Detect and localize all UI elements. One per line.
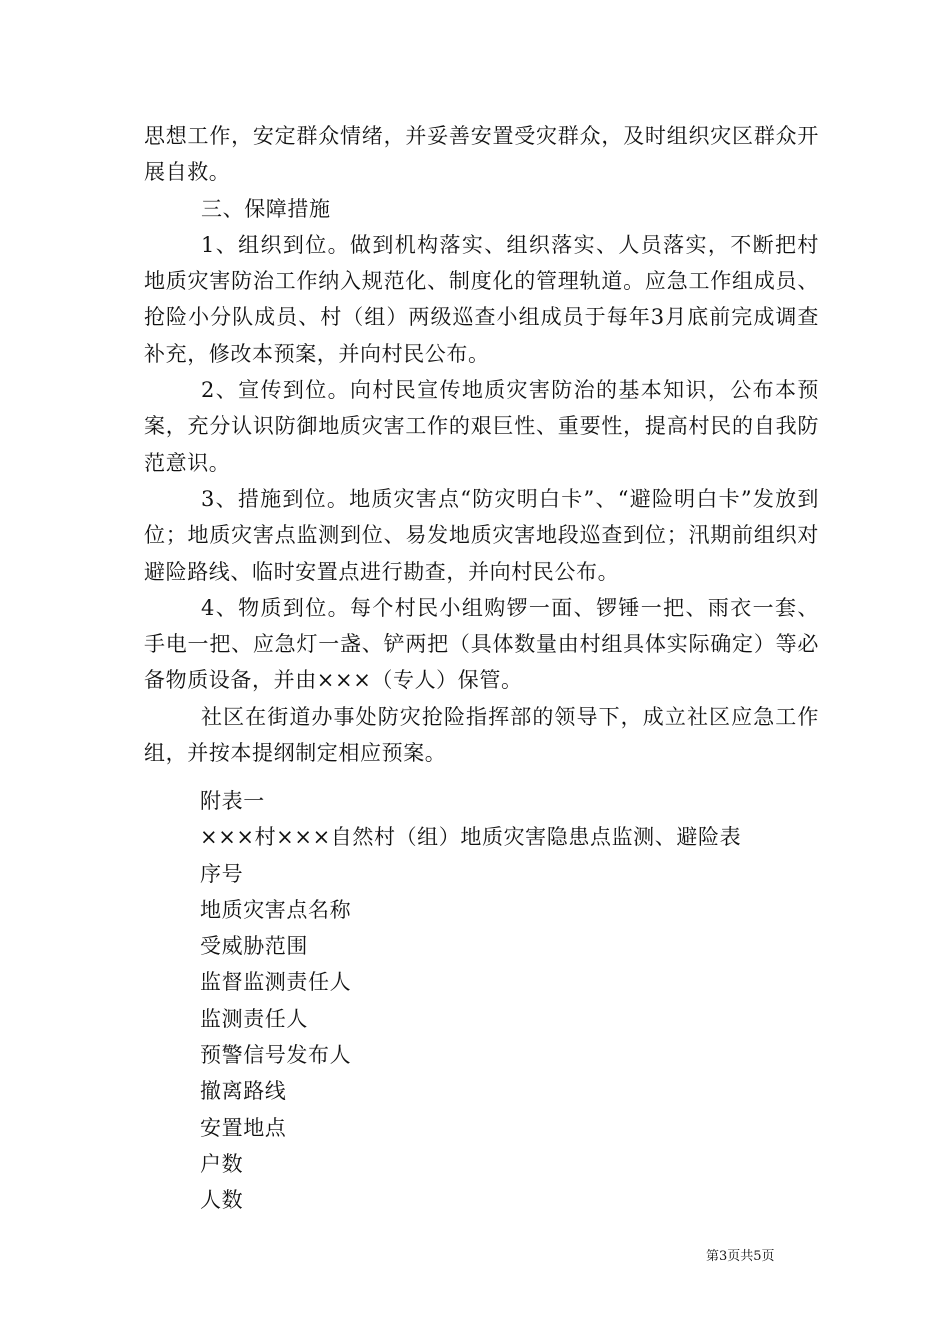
body-text xyxy=(144,118,819,771)
annex-column-evacuation-route: 撤离路线 xyxy=(200,1079,287,1104)
annex-title: ×××村×××自然村（组）地质灾害隐患点监测、避险表 xyxy=(200,825,742,850)
page-number: 第3页共5页 xyxy=(706,1249,775,1264)
annex-column-shelter-location: 安置地点 xyxy=(200,1115,287,1140)
annex-column-hazard-name: 地质灾害点名称 xyxy=(200,897,352,922)
annex-column-households: 户数 xyxy=(200,1151,244,1176)
annex-table xyxy=(200,783,820,1219)
annex-column-warning-issuer: 预警信号发布人 xyxy=(200,1043,352,1068)
paragraph-community: 社区在街道办事处防灾抢险指挥部的领导下，成立社区应急工作组，并按本提纲制定相应预案。 xyxy=(144,704,819,766)
section-heading-safeguards: 三、保障措施 xyxy=(201,196,331,221)
annex-column-threat-range: 受威胁范围 xyxy=(200,934,308,959)
annex-column-monitor: 监测责任人 xyxy=(200,1006,308,1031)
annex-column-people: 人数 xyxy=(200,1188,244,1213)
paragraph-materials: 4、物质到位。每个村民小组购锣一面、锣锤一把、雨衣一套、手电一把、应急灯一盏、铲两把（具体数量由村组具体实际确定）等必备物质设备，并由×××（专人）保管。 xyxy=(144,595,819,693)
annex-column-supervisor: 监督监测责任人 xyxy=(200,970,352,995)
paragraph-relief-work: 思想工作，安定群众情绪，并妥善安置受灾群众，及时组织灾区群众开展自救。 xyxy=(144,124,819,185)
annex-column-serial: 序号 xyxy=(200,861,244,886)
paragraph-publicity: 2、宣传到位。向村民宣传地质灾害防治的基本知识，公布本预案，充分认识防御地质灾害工作的艰巨性、重要性，提高村民的自我防范意识。 xyxy=(144,378,819,475)
paragraph-organization: 1、组织到位。做到机构落实、组织落实、人员落实，不断把村地质灾害防治工作纳入规范化、制度化的管理轨道。应急工作组成员、抢险小分队成员、村（组）两级巡查小组成员于每年3月底前完成调查补充，修改本预案，并向村民公布。 xyxy=(144,232,819,366)
annex-label: 附表一 xyxy=(200,789,265,813)
paragraph-measures: 3、措施到位。地质灾害点“防灾明白卡”、“避险明白卡”发放到位；地质灾害点监测到位、易发地质灾害地段巡查到位；汛期前组织对避险路线、临时安置点进行勘查，并向村民公布。 xyxy=(144,486,819,584)
